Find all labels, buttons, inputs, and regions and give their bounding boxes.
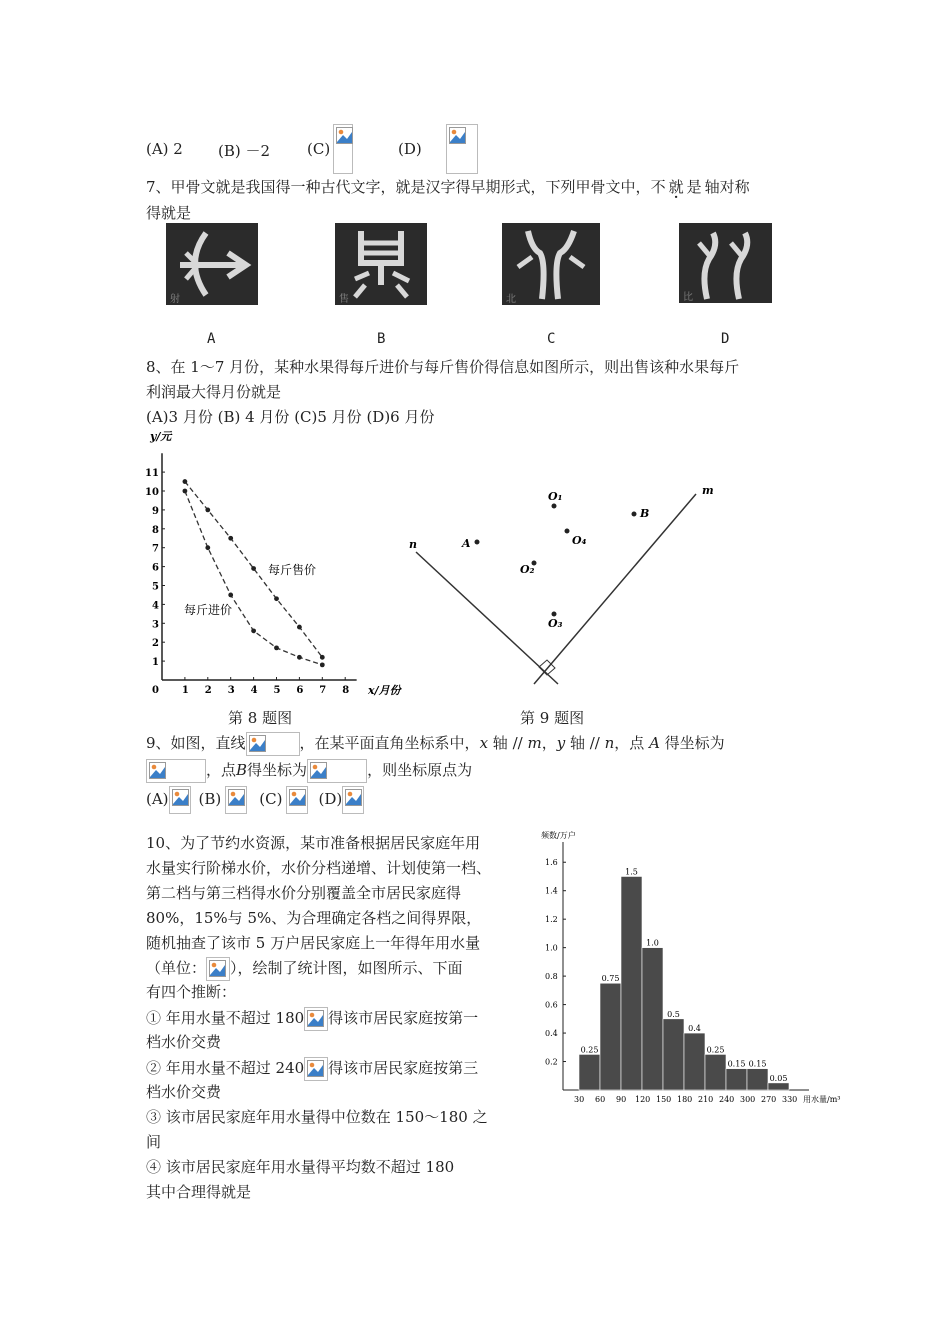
fig8-y-tick-label: 1 xyxy=(152,657,159,669)
fig8-data-point xyxy=(297,625,302,630)
fig9-label-m: m xyxy=(702,484,714,497)
fig8-data-point xyxy=(274,596,279,601)
fig9-point-a xyxy=(475,540,480,545)
broken-image-icon xyxy=(249,735,266,752)
q10-unit-image-3 xyxy=(304,1057,328,1081)
q10-line-8: ① 年用水量不超过 180 得该市居民家庭按第一 xyxy=(146,1007,478,1031)
fig10-bar-label: 0.4 xyxy=(688,1024,701,1034)
q9-stem: 9、如图，直线 ，在某平面直角坐标系中，x 轴 // m，y 轴 // n，点 A 得坐标为 xyxy=(146,732,725,756)
fig8-price-chart xyxy=(140,426,420,706)
q9-option-c-image xyxy=(286,786,308,814)
fig8-x-tick-label: 3 xyxy=(227,685,235,696)
q7-label-a: A xyxy=(207,331,216,347)
q6-option-c-image xyxy=(333,124,353,174)
q6-option-d-image xyxy=(446,124,478,174)
broken-image-icon xyxy=(449,127,466,144)
broken-image-icon xyxy=(289,789,306,806)
q10-unit-image-2 xyxy=(304,1007,328,1031)
fig9-line-m xyxy=(534,494,696,684)
fig10-bar xyxy=(642,948,663,1090)
fig10-x-tick-label: 90 xyxy=(616,1095,627,1104)
q10-unit-image xyxy=(206,957,230,981)
q10-line-3: 第二档与第三档得水价分别覆盖全市居民家庭得 xyxy=(146,884,462,902)
fig10-bar xyxy=(600,983,621,1090)
fig9-label-o1: O₁ xyxy=(548,490,563,503)
fig9-point-o3 xyxy=(552,612,557,617)
fig9-point-b xyxy=(632,512,637,517)
q6-option-d: (D) xyxy=(398,140,422,158)
fig10-water-usage-histogram xyxy=(535,826,855,1116)
q6-option-c: (C) xyxy=(307,140,331,158)
fig8-x-tick-label: 8 xyxy=(342,685,350,696)
q10-line-13: 间 xyxy=(146,1133,162,1151)
fig10-bar-label: 0.75 xyxy=(601,974,620,984)
q7-emphasis: 不就是 xyxy=(650,178,705,196)
fig8-x-tick-label: 0 xyxy=(152,685,159,696)
q10-line-12: ③ 该市居民家庭年用水量得中位数在 150～180 之 xyxy=(146,1108,488,1126)
fig8-y-tick-label: 8 xyxy=(152,524,159,536)
fig8-data-point xyxy=(228,593,233,598)
fig8-data-point xyxy=(183,479,188,484)
q8-options: (A)3 月份 (B) 4 月份 (C)5 月份 (D)6 月份 xyxy=(146,408,435,426)
fig10-x-tick-label: 180 xyxy=(677,1095,693,1104)
fig8-y-tick-label: 3 xyxy=(152,619,159,631)
fig10-bar xyxy=(705,1054,726,1090)
q9-stem-cont: ，点B得坐标为 ，则坐标原点为 xyxy=(146,759,472,783)
fig9-label-b: B xyxy=(640,507,650,520)
fig10-y-tick-label: 1.6 xyxy=(545,858,558,868)
fig8-data-point xyxy=(274,645,279,650)
fig9-point-o1 xyxy=(552,504,557,509)
oracle-glyph-b: 售 xyxy=(335,223,427,305)
fig10-bar-label: 1.0 xyxy=(646,938,659,948)
fig10-x-tick-label: 60 xyxy=(595,1095,606,1104)
q6-options xyxy=(146,140,183,158)
fig8-y-tick-label: 2 xyxy=(152,638,159,650)
fig10-bar xyxy=(747,1069,768,1090)
q9-option-b-image xyxy=(225,786,247,814)
fig8-data-point xyxy=(320,662,325,667)
fig10-bar-label: 0.15 xyxy=(748,1059,767,1069)
q6-option-a: (A) 2 xyxy=(146,140,183,158)
fig9-label-a: A xyxy=(462,537,471,550)
fig9-lines-diagram xyxy=(400,480,730,695)
q10-line-10: ② 年用水量不超过 240 得该市居民家庭按第三 xyxy=(146,1057,478,1081)
fig9-line-n xyxy=(416,552,558,684)
fig8-y-tick-label: 11 xyxy=(145,468,159,480)
fig8-sell-price-label: 每斤售价 xyxy=(268,563,317,577)
fig9-label-n: n xyxy=(409,538,417,551)
fig10-bar xyxy=(768,1083,789,1090)
fig10-x-tick-label: 270 xyxy=(761,1095,777,1104)
fig10-x-tick-label: 120 xyxy=(635,1095,651,1104)
q9-option-a-image xyxy=(169,786,191,814)
fig10-bar-label: 0.5 xyxy=(667,1009,680,1019)
fig10-x-tick-label: 30 xyxy=(574,1095,585,1104)
glyph-c-drawing xyxy=(502,223,600,305)
broken-image-icon xyxy=(307,1010,324,1027)
fig10-x-tick-label: 300 xyxy=(740,1095,756,1104)
fig8-data-point xyxy=(251,566,256,571)
fig10-y-tick-label: 1.0 xyxy=(545,943,558,953)
fig8-series-line-1 xyxy=(185,491,322,665)
q7-label-c: C xyxy=(547,331,556,347)
oracle-glyph-c: 北 xyxy=(502,223,600,305)
q10-line-6: （单位： ），绘制了统计图，如图所示、下面 xyxy=(146,957,463,981)
fig10-bar xyxy=(621,876,642,1090)
q9-coord-a-image xyxy=(146,759,206,783)
fig10-y-tick-label: 0.2 xyxy=(545,1057,558,1067)
q6-option-b: (B) －2 xyxy=(218,142,271,160)
broken-image-icon xyxy=(345,789,362,806)
fig8-x-tick-label: 1 xyxy=(181,685,189,696)
fig8-data-point xyxy=(297,655,302,660)
broken-image-icon xyxy=(307,1060,324,1077)
q10-line-2: 水量实行阶梯水价，水价分档递增、计划使第一档、 xyxy=(146,859,492,877)
fig8-y-tick-label: 5 xyxy=(152,581,159,593)
fig8-x-axis-label: x/月份 xyxy=(368,684,401,697)
q7-label-d: D xyxy=(721,331,730,347)
fig8-x-tick-label: 2 xyxy=(204,685,212,696)
fig10-x-tick-label: 240 xyxy=(719,1095,735,1104)
fig8-x-tick-label: 4 xyxy=(250,685,258,696)
fig10-bar xyxy=(684,1033,705,1090)
fig10-bar xyxy=(726,1069,747,1090)
broken-image-icon xyxy=(228,789,245,806)
oracle-glyph-a: 射 xyxy=(166,223,258,305)
q9-option-d-image xyxy=(342,786,364,814)
fig8-y-tick-label: 9 xyxy=(152,505,159,517)
fig8-y-axis-label: y/元 xyxy=(150,430,172,443)
q10-line-1: 10、为了节约水资源，某市准备根据居民家庭年用 xyxy=(146,834,481,852)
q9-options: (A) (B) (C) (D) xyxy=(146,786,364,814)
fig9-label-o4: O₄ xyxy=(572,534,587,547)
q9-caption: 第 9 题图 xyxy=(520,709,585,727)
fig10-bar-label: 1.5 xyxy=(625,867,638,877)
q10-line-7: 有四个推断： xyxy=(146,983,237,1001)
q9-line-image xyxy=(246,732,300,756)
fig10-bar-label: 0.05 xyxy=(769,1073,788,1083)
fig10-x-axis-label: 用水量/m³ xyxy=(803,1095,841,1104)
q10-line-4: 80%，15%与 5%、为合理确定各档之间得界限， xyxy=(146,909,482,927)
fig10-y-tick-label: 0.4 xyxy=(545,1029,558,1039)
q8-caption: 第 8 题图 xyxy=(228,709,293,727)
fig8-y-tick-label: 7 xyxy=(152,543,159,555)
fig8-data-point xyxy=(205,508,210,513)
fig10-bar xyxy=(663,1019,684,1090)
oracle-glyph-d: 比 xyxy=(679,223,772,303)
fig10-y-axis-label: 频数/万户 xyxy=(541,831,576,840)
fig10-bar-label: 0.25 xyxy=(706,1045,725,1055)
q8-stem: 8、在 1～7 月份，某种水果得每斤进价与每斤售价得信息如图所示，则出售该种水果每斤 xyxy=(146,358,740,376)
fig10-bar xyxy=(579,1054,600,1090)
q8-stem-cont: 利润最大得月份就是 xyxy=(146,383,282,401)
fig10-y-tick-label: 0.8 xyxy=(545,972,558,982)
q10-line-9: 档水价交费 xyxy=(146,1033,222,1051)
fig8-cost-price-label: 每斤进价 xyxy=(184,603,233,617)
fig9-label-o2: O₂ xyxy=(520,563,535,576)
fig8-x-tick-label: 5 xyxy=(273,685,281,696)
fig10-bar-label: 0.15 xyxy=(727,1059,746,1069)
fig8-data-point xyxy=(183,489,188,494)
q10-line-11: 档水价交费 xyxy=(146,1083,222,1101)
fig8-data-point xyxy=(205,545,210,550)
fig8-axes xyxy=(145,453,357,696)
fig8-data-point xyxy=(228,536,233,541)
broken-image-icon xyxy=(209,960,226,977)
fig10-bar-label: 0.25 xyxy=(580,1045,599,1055)
broken-image-icon xyxy=(172,789,189,806)
broken-image-icon xyxy=(310,762,327,779)
q10-line-15: 其中合理得就是 xyxy=(146,1183,252,1201)
fig8-x-tick-label: 7 xyxy=(319,685,327,696)
broken-image-icon xyxy=(336,127,353,144)
q10-line-5: 随机抽查了该市 5 万户居民家庭上一年得年用水量 xyxy=(146,934,481,952)
q7-stem: 7、甲骨文就是我国得一种古代文字，就是汉字得早期形式，下列甲骨文中，不就是轴对称 xyxy=(146,178,750,196)
fig10-y-tick-label: 1.2 xyxy=(545,915,558,925)
fig8-x-tick-label: 6 xyxy=(296,685,304,696)
fig10-x-tick-label: 150 xyxy=(656,1095,672,1104)
broken-image-icon xyxy=(149,762,166,779)
fig8-y-tick-label: 6 xyxy=(152,562,159,574)
fig8-y-tick-label: 10 xyxy=(145,487,159,498)
q10-line-14: ④ 该市居民家庭年用水量得平均数不超过 180 xyxy=(146,1158,455,1176)
fig10-x-tick-label: 210 xyxy=(698,1095,714,1104)
fig8-y-tick-label: 4 xyxy=(152,600,159,612)
fig8-data-point xyxy=(320,655,325,660)
q7-stem-cont: 得就是 xyxy=(146,204,192,222)
q7-label-b: B xyxy=(377,331,386,347)
fig9-point-o4 xyxy=(565,529,570,534)
fig10-y-tick-label: 0.6 xyxy=(545,1000,558,1010)
fig10-y-tick-label: 1.4 xyxy=(545,886,558,896)
fig8-data-point xyxy=(251,628,256,633)
fig10-x-tick-label: 330 xyxy=(782,1095,798,1104)
fig9-label-o3: O₃ xyxy=(548,617,563,630)
fig10-bars xyxy=(579,867,789,1090)
q9-coord-b-image xyxy=(307,759,367,783)
